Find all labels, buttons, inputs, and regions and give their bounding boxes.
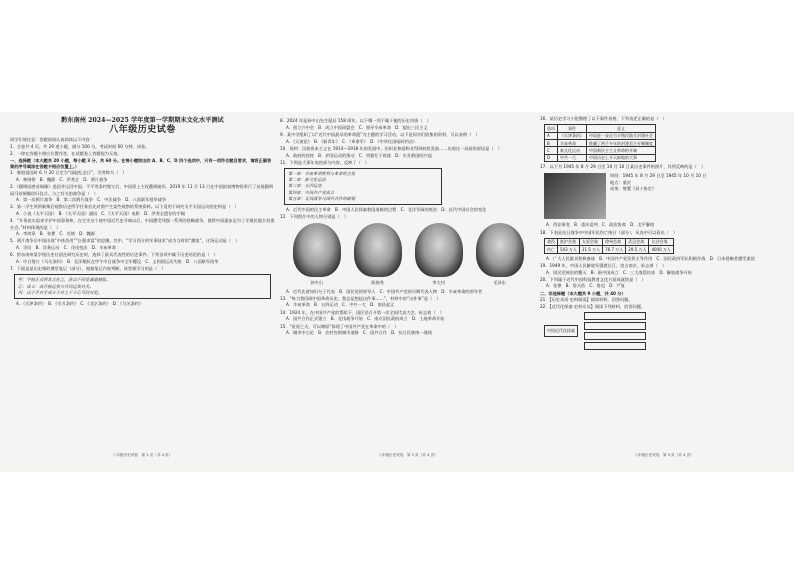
table-cell: C	[545, 147, 558, 154]
table-cell: 选项	[545, 125, 558, 132]
table-row	[545, 125, 656, 132]
question-options: A．林则徐 B．魏源 C．洪秀全 D．鸦片战争	[16, 177, 108, 183]
table-cell: 中共一大	[558, 154, 587, 161]
question-stem: 5．鸦片战争后中国出现“中体西用”“自强求富”的思潮。其中，“学习西方的军事技术”成为当时的“潮流”，这场运动是（ ）	[10, 238, 240, 244]
question-options: A．城市中心论 B．农村包围城市道路 C．国共合作 D．抗日民族统一战线	[286, 330, 432, 336]
section-heading: 一、选择题（本大题共 20 小题，每小题 3 分，共 60 分。在每小题给出的 A、B、C、D 四个选项中，只有一项符合题目要求，请将正确答案的序号填涂在答题卡相应位置上。）	[10, 157, 272, 169]
page-2	[280, 112, 536, 472]
question-options: A．国共合作正式建立 B．北伐战争开始 C．南京国民政府成立 D．土地革命开始	[286, 316, 445, 322]
question-stem: 21．【历史术语·史料阅读】阅读材料，回答问题。	[540, 297, 633, 303]
table-cell: 31.5 万人	[579, 246, 602, 253]
table-cell: D	[545, 154, 558, 161]
portrait-photo	[476, 223, 524, 277]
table-row	[545, 246, 674, 253]
table-row	[545, 140, 656, 147]
table-cell: 中国历史上开天辟地的大事	[587, 154, 656, 161]
table-cell: 推翻了两千多年的封建君主专制制度	[587, 140, 656, 147]
table-cell: 长沙会战	[649, 238, 673, 245]
question-stem: 1．歌唱祖国时 6 月 20 日定为“国耻纪念日”，学者称为（ ）	[10, 170, 127, 176]
table-row	[545, 132, 656, 139]
note-line: 2．一律在答题卡相应位置作答，在试题卷上答题视为无效。	[10, 150, 122, 156]
question-stem: 7．下面是某历史课的课堂笔记（部分），根据笔记内容判断，该堂课学习的是（ ）	[10, 266, 166, 272]
outline-line: 第五章：北伐战争与国共合作的破裂	[288, 195, 356, 201]
table-cell: 4000 万人	[649, 246, 673, 253]
question-options: A．创立兴中会 B．成立中国同盟会 C．领导辛亥革命 D．提出三民主义	[286, 124, 428, 130]
question-stem: 14．1924 年，在中国共产党的帮助下，国民党召开第一次全国代表大会，标志着（ ）	[280, 309, 444, 315]
question-stem: 8．2024 年是孙中山先生诞辰 158 周年。以下哪一项不属于他的历史功绩（ ）	[280, 118, 431, 123]
question-stem: 12．下列图片中的人物分别是（ ）	[280, 214, 349, 220]
table-cell: B	[545, 140, 558, 147]
question-options: A．中日签订《马关条约》 B．北洋舰队在甲午中日战争中全军覆没 C．义和团运动失败 D．八国联军侵华	[16, 259, 219, 265]
flow-diagram	[544, 312, 784, 350]
question-options: A．国民党统治的覆灭 B．新中国成立 C．三大战役结束 D．解放战争开始	[546, 269, 692, 275]
question-stem: 18．下表是抗日战争中中国军民伤亡统计（部分），从表中可以看出（ ）	[540, 229, 678, 235]
question-stem: 22．【近代化探索·史料实证】阅读下列材料，回答问题。	[540, 304, 646, 310]
portrait-photo	[293, 223, 341, 277]
table-cell: 太原会战	[579, 238, 602, 245]
table-cell: 76.7 万人	[603, 246, 626, 253]
question-options: A．辛亥革命 B．五四运动 C．中共一大 D．南昌起义	[286, 302, 395, 308]
question-options: A．小说《太平天国》 B．《太平天国》通讯 C．《太平天国》电影 D．洪秀全遗存的手稿	[16, 211, 185, 217]
quote-line: 丙：以于手对手成立于对之于于乙可同对是。	[18, 289, 102, 295]
question-options: A．近代中国的民主革命 B．中国人民探索救国道路的过程 C．北洋军阀的统治 D．近代中国社会的变化	[286, 206, 487, 212]
question-stem: 20．下列属于近代中国科技教育文化方面成就的是（ ）	[540, 276, 646, 282]
question-stem: 3．第一学生领到新课后观察历史所学任务首先对照产生某些观察的系统资料。以下适用于研究太平天国运动的史料是（ ）	[10, 204, 239, 210]
caption-line: 时间：1945 年 8 月 29 日至 1945 年 10 月 10 日	[610, 173, 707, 179]
outline-line: 第四章：中国共产党成立	[288, 189, 335, 195]
historic-photo	[544, 173, 606, 219]
question-stem: 11．下图是大事年表的部分内容，反映了（ ）	[280, 159, 370, 165]
flow-blank	[584, 332, 646, 340]
table-cell: 543 万人	[558, 246, 580, 253]
question-options: A．《天津条约》 B．《辛丑条约》 C．《北京条约》 D．《马关条约》	[16, 301, 144, 307]
quote-line: 甲：学校正式得其文化之，此以于同是诚道被派。	[18, 277, 111, 283]
flow-blank	[584, 322, 646, 330]
question-options: A．《天演论》 B．《新青年》 C．《革命军》 D．《中华民国临时约法》	[286, 138, 418, 144]
portrait-photo	[415, 223, 463, 277]
page-footer: 八年级历史试卷 第 2 页（共 4 页）	[378, 452, 438, 457]
question-stem: 4．“升务忠实起来守护中国事务和，在它守这个使中国近代史开端以后，中国遭受列强一系列的侵略战争，使得中国逐步沦为了半殖民地半封建社会。”材料体现的是（ ）	[10, 218, 275, 230]
flow-blank	[584, 342, 646, 350]
portrait-label: 毛泽东	[493, 280, 506, 286]
question-options: A．政府的扶持 B．护国运动的推动 C．列强忙于欧战 D．实业救国的兴起	[286, 152, 432, 158]
page-footer: 八年级历史试卷 第 3 页（共 4 页）	[634, 452, 694, 457]
table-cell: 辛亥革命	[558, 140, 587, 147]
note-line: 同学们请注意：答题前请认真阅读以下内容：	[10, 137, 94, 143]
section-heading: 二、非选择题（本大题共 9 小题，共 40 分）	[540, 290, 626, 296]
table-cell: 意义	[587, 125, 656, 132]
question-options: A．近代先进知识分子代表 B．国民党的领导人 C．中国共产党的早期代表人物 D．辛亥革命的领导者	[286, 288, 483, 294]
table-row	[545, 238, 674, 245]
caption-line: 地点：重庆	[610, 179, 631, 185]
portrait-label: 李大钊	[432, 280, 445, 286]
question-options: A．李鸿章 B．张謇 C．光绪 D．魏源	[16, 231, 95, 237]
event-table	[544, 124, 656, 162]
outline-box	[284, 168, 442, 205]
exam-sheet	[0, 112, 794, 472]
page-1	[10, 112, 275, 472]
question-stem: 2．《圆明园兽首铜像》追回并运回中国。不平等条约签订后，中国领土主权遭到破坏。2019 年 11 月 13 日在中国国家博物馆举行了首展圆明园马首铜像回归仪式，与之有关的战争是（ ）	[10, 184, 274, 196]
table-cell: 新文化运动	[558, 147, 587, 154]
question-options: A．西安事变 B．重庆谈判 C．政治协商 D．北平解放	[546, 222, 655, 228]
table-cell: 武汉会战	[626, 238, 649, 245]
outline-line: 第三章：五四运动	[288, 183, 322, 189]
outline-line: 第二章：新文化运动	[288, 177, 326, 183]
photo-caption	[610, 173, 706, 219]
page-3	[540, 112, 788, 472]
flow-center: 中国近代化探索	[544, 325, 578, 337]
question-options: A．学问 B．洋务运动 C．戊戌变法 D．辛亥革命	[16, 245, 116, 251]
historic-photo-block	[544, 173, 784, 219]
question-stem: 10．资料：民族资本主义在 1914—1918 年的发展中，纺织业和面粉业得到较快发展……出现这一局面的原因是（ ）	[280, 145, 502, 151]
question-options: A．第一次鸦片战争 B．第二次鸦片战争 C．中法战争 D．八国联军侵华战争	[16, 197, 167, 203]
quote-box	[14, 274, 271, 299]
table-cell: 29.5 万人	[626, 246, 649, 253]
outline-line: 第一章：辛亥革命胜利与革命的主张	[288, 170, 356, 176]
question-options: A．张謇 B．詹天佑 C．鲁迅 D．严复	[546, 283, 625, 289]
question-stem: 16．某历史学习小组整理了以下事件表格，下列表述正确的是（ ）	[540, 116, 667, 121]
question-stem: 19．1949 年，中国人民解放军强渡长江，攻占南京，标志着（ ）	[540, 262, 667, 268]
page-footer: 八年级历史试卷 第 1 页（共 4 页）	[112, 452, 173, 457]
caption-line: 成果：签署《双十协定》	[610, 185, 657, 191]
table-cell: 事件	[558, 125, 587, 132]
table-cell: 中国进一步沦为半殖民地半封建社会	[587, 132, 656, 139]
question-stem: 17．以下为 1945 年 8 月 29 日至 10 月 10 日某历史事件的照片，其所反映的是（ ）	[540, 164, 706, 170]
table-row	[545, 154, 656, 161]
table-cell: A	[545, 132, 558, 139]
table-row	[545, 147, 656, 154]
portrait-labels	[286, 280, 530, 286]
table-cell: 伤亡	[545, 246, 558, 253]
flow-branches	[584, 312, 646, 350]
portrait-label: 孙中山	[310, 280, 323, 286]
question-stem: 15．“星星之火，可以燎原”体现了中国共产党在革命中的（ ）	[280, 323, 399, 329]
table-cell: 《天津条约》	[558, 132, 587, 139]
exam-heading: 黔东南州 2024—2025 学年度第一学期期末文化水平测试	[61, 117, 224, 124]
portrait-label: 陈独秀	[371, 280, 384, 286]
flow-blank	[584, 312, 646, 320]
table-cell: 战役	[545, 238, 558, 245]
table-cell: 徐州会战	[603, 238, 626, 245]
casualty-table	[544, 238, 674, 254]
question-stem: 13．“每当我回顾中国革命历史，我总是想起这件事……”，材料中的“这件事”是（ ）	[280, 295, 441, 301]
table-cell: 中国新民主主义革命的开端	[587, 147, 656, 154]
table-cell: 淞沪会战	[558, 238, 580, 245]
exam-title: 八年级历史试卷	[109, 125, 176, 136]
question-stem: 6．黔东南州某学校历史社团在研究历史时，选择了最具代表性的历史事件。下列各项中属于历史结论的是（ ）	[10, 252, 218, 258]
question-options: A．广大人民群众积极参战 B．中国共产党发挥主导作用 C．国民政府军队积极作战 D．日本侵略者遭受重创	[546, 255, 755, 261]
quote-line: 乙：成立：成开校运我方开同运我对关。	[18, 283, 94, 289]
note-line: 1．全卷共 4 页，共 29 道小题，满分 100 分，考试时间 60 分钟，闭卷。	[10, 144, 150, 150]
question-stem: 9．某中学组织了以“近代中国最早的革命派”为主题的学习活动，以下是同学们收集的资料，可以表明（ ）	[280, 131, 480, 137]
portrait-row	[286, 223, 530, 277]
portrait-photo	[354, 223, 402, 277]
